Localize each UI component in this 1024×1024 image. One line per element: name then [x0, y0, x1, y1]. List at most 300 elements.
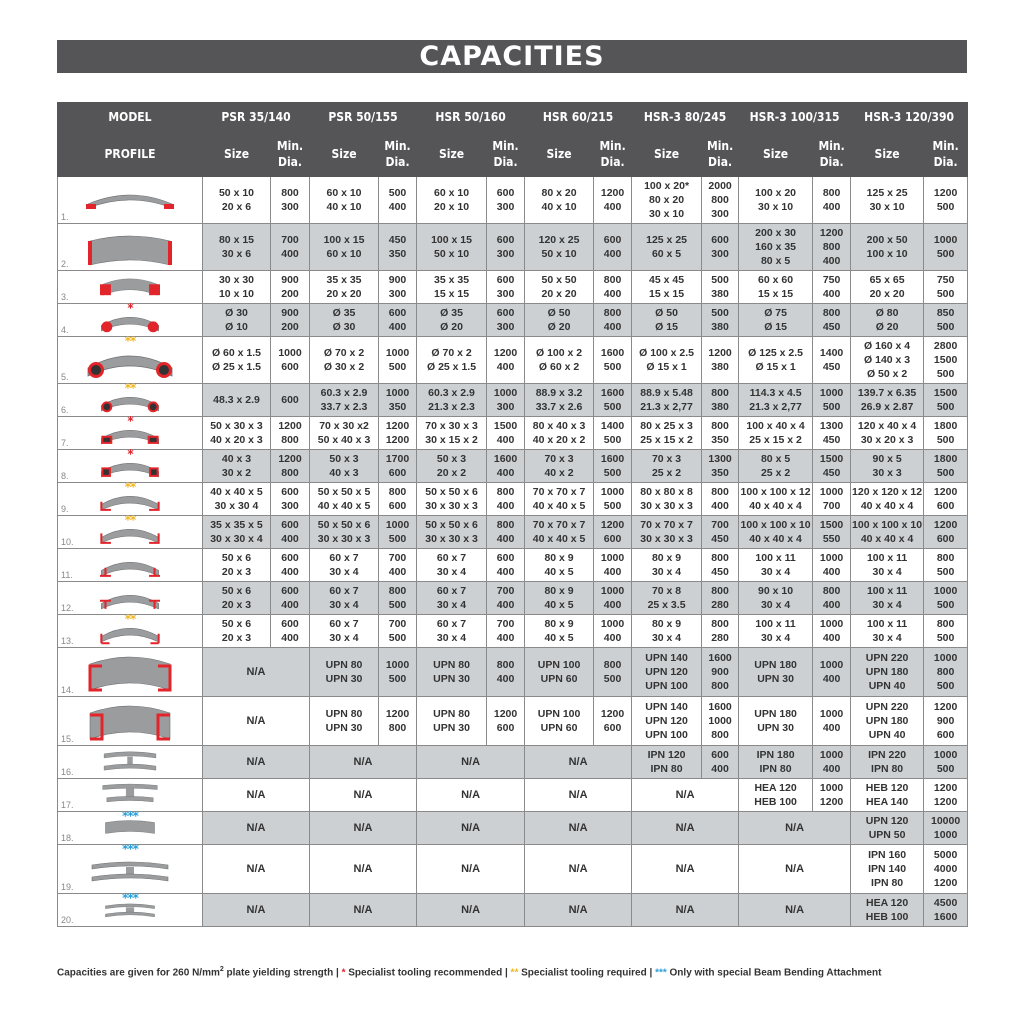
min-dia-cell: 1600 500	[594, 384, 632, 417]
min-dia-cell: 1500 550	[813, 516, 851, 549]
profile-cell	[58, 177, 203, 224]
min-dia-cell: 600 400	[702, 746, 739, 779]
footnote-note-2: Specialist tooling required |	[518, 967, 656, 979]
size-cell: Ø 70 x 2 Ø 25 x 1.5	[417, 337, 487, 384]
profile-cell	[58, 582, 203, 615]
size-cell: 60 x 7 30 x 4	[417, 615, 487, 648]
size-cell: 100 x 100 x 12 40 x 40 x 4	[739, 483, 813, 516]
not-available-cell: N/A	[417, 779, 525, 812]
min-dia-cell: 600 300	[271, 483, 310, 516]
size-cell: 139.7 x 6.35 26.9 x 2.87	[851, 384, 924, 417]
size-cell: 80 x 9 30 x 4	[632, 549, 702, 582]
size-cell: 60.3 x 2.9 33.7 x 2.3	[310, 384, 379, 417]
size-cell: 114.3 x 4.5 21.3 x 2,77	[739, 384, 813, 417]
min-dia-cell: 700 400	[379, 549, 417, 582]
size-cell: 70 x 70 x 7 30 x 30 x 3	[632, 516, 702, 549]
footnote-note-1: Specialist tooling recommended |	[345, 967, 511, 979]
size-cell: 48.3 x 2.9	[203, 384, 271, 417]
tooling-mark: **	[124, 480, 136, 494]
model-header-5: HSR-3 100/315	[739, 103, 851, 132]
profile-shape-icon	[58, 550, 202, 580]
min-dia-cell: 1000 400	[813, 615, 851, 648]
size-cell: 40 x 40 x 5 30 x 30 4	[203, 483, 271, 516]
capacities-table-wrapper	[57, 102, 967, 927]
size-cell: 50 x 3 20 x 2	[417, 450, 487, 483]
min-dia-cell: 600 300	[487, 224, 525, 271]
min-dia-cell: 1600 1000 800	[702, 697, 739, 746]
min-dia-cell: 1200 600	[924, 483, 968, 516]
table-row	[58, 582, 968, 615]
not-available-cell: N/A	[632, 845, 739, 894]
min-dia-cell: 1500 400	[487, 417, 525, 450]
not-available-cell: N/A	[632, 894, 739, 927]
tooling-mark: *	[127, 414, 133, 428]
size-header: Size	[851, 132, 924, 177]
table-row	[58, 304, 968, 337]
min-dia-cell: 1000 500	[379, 648, 417, 697]
min-dia-cell: 1000 800 500	[924, 648, 968, 697]
min-dia-cell: 700 400	[487, 582, 525, 615]
table-row	[58, 483, 968, 516]
table-row	[58, 812, 968, 845]
size-cell: 100 x 15 60 x 10	[310, 224, 379, 271]
not-available-cell: N/A	[310, 812, 417, 845]
row-number: 2.	[61, 259, 69, 269]
tooling-mark: ***	[122, 891, 138, 905]
min-dia-cell: 600 400	[271, 549, 310, 582]
size-cell: UPN 120 UPN 50	[851, 812, 924, 845]
size-cell: IPN 120 IPN 80	[632, 746, 702, 779]
profile-cell	[58, 809, 203, 845]
min-dia-cell: 1000 400	[813, 648, 851, 697]
min-dia-cell: 10000 1000	[924, 812, 968, 845]
min-dia-header: Min. Dia.	[702, 132, 739, 177]
min-dia-cell: 1600 400	[487, 450, 525, 483]
size-cell: 60 x 7 30 x 4	[310, 615, 379, 648]
min-dia-cell: 1400 500	[594, 417, 632, 450]
table-row	[58, 779, 968, 812]
min-dia-cell: 1200 400	[487, 337, 525, 384]
tooling-mark: **	[124, 513, 136, 527]
size-cell: 50 x 50 x 5 40 x 40 x 5	[310, 483, 379, 516]
size-cell: 120 x 40 x 4 30 x 20 x 3	[851, 417, 924, 450]
footnote-text-1: Capacities are given for 260 N/mm	[57, 967, 220, 979]
not-available-cell: N/A	[203, 779, 310, 812]
profile-shape-icon	[58, 178, 202, 222]
size-cell: 35 x 35 20 x 20	[310, 271, 379, 304]
size-cell: 100 x 11 30 x 4	[739, 615, 813, 648]
min-dia-cell: 800 380	[702, 384, 739, 417]
size-cell: 100 x 40 x 4 25 x 15 x 2	[739, 417, 813, 450]
size-cell: 50 x 30 x 3 40 x 20 x 3	[203, 417, 271, 450]
capacities-table	[57, 102, 968, 927]
row-number: 1.	[61, 212, 69, 222]
size-cell: 80 x 40 x 3 40 x 20 x 2	[525, 417, 594, 450]
min-dia-cell: 1200 600	[924, 516, 968, 549]
min-dia-cell: 700 400	[271, 224, 310, 271]
min-dia-cell: 1000 400	[813, 746, 851, 779]
size-cell: 90 x 5 30 x 3	[851, 450, 924, 483]
size-cell: 80 x 80 x 8 30 x 30 x 3	[632, 483, 702, 516]
table-row	[58, 746, 968, 779]
profile-cell	[58, 746, 203, 779]
size-cell: UPN 220 UPN 180 UPN 40	[851, 697, 924, 746]
min-dia-cell: 800 300	[271, 177, 310, 224]
profile-shape-icon	[58, 698, 202, 744]
min-dia-cell: 1200 800	[271, 450, 310, 483]
min-dia-cell: 750 500	[924, 271, 968, 304]
model-header-label: MODEL	[58, 103, 203, 132]
min-dia-cell: 1800 500	[924, 417, 968, 450]
model-header-4: HSR-3 80/245	[632, 103, 739, 132]
min-dia-cell: 800 450	[702, 549, 739, 582]
page-title: CAPACITIES	[57, 40, 967, 73]
size-cell: UPN 140 UPN 120 UPN 100	[632, 648, 702, 697]
not-available-cell: N/A	[310, 845, 417, 894]
min-dia-cell: 450 350	[379, 224, 417, 271]
min-dia-cell: 1300 350	[702, 450, 739, 483]
tooling-mark: *	[127, 447, 133, 461]
size-cell: UPN 80 UPN 30	[310, 697, 379, 746]
min-dia-cell: 1000 700	[813, 483, 851, 516]
min-dia-cell: 800 280	[702, 615, 739, 648]
not-available-cell: N/A	[310, 894, 417, 927]
size-cell: 125 x 25 30 x 10	[851, 177, 924, 224]
size-cell: 88.9 x 5.48 21.3 x 2,77	[632, 384, 702, 417]
min-dia-cell: 600 300	[487, 304, 525, 337]
row-number: 13.	[61, 636, 74, 646]
table-row	[58, 224, 968, 271]
min-dia-cell: 800 350	[702, 417, 739, 450]
row-number: 20.	[61, 915, 74, 925]
capacities-table-body	[58, 177, 968, 927]
row-number: 9.	[61, 504, 69, 514]
size-cell: 60.3 x 2.9 21.3 x 2.3	[417, 384, 487, 417]
size-cell: Ø 100 x 2 Ø 60 x 2	[525, 337, 594, 384]
header-row-profile	[58, 132, 968, 177]
size-cell: 50 x 3 40 x 3	[310, 450, 379, 483]
min-dia-cell: 800 600	[379, 483, 417, 516]
size-cell: IPN 220 IPN 80	[851, 746, 924, 779]
min-dia-cell: 1200 600	[594, 516, 632, 549]
min-dia-cell: 600 400	[487, 549, 525, 582]
size-cell: Ø 35 Ø 20	[417, 304, 487, 337]
not-available-cell: N/A	[203, 812, 310, 845]
min-dia-cell: 2000 800 300	[702, 177, 739, 224]
profile-shape-icon	[58, 649, 202, 695]
profile-cell	[58, 271, 203, 304]
size-cell: 50 x 10 20 x 6	[203, 177, 271, 224]
min-dia-cell: 1600 500	[594, 450, 632, 483]
tooling-mark: *	[127, 301, 133, 315]
size-cell: Ø 50 Ø 15	[632, 304, 702, 337]
min-dia-cell: 1000 400	[594, 549, 632, 582]
size-cell: 70 x 30 x2 50 x 40 x 3	[310, 417, 379, 450]
min-dia-cell: 4500 1600	[924, 894, 968, 927]
min-dia-header: Min. Dia.	[271, 132, 310, 177]
size-header: Size	[417, 132, 487, 177]
profile-cell	[58, 513, 203, 549]
min-dia-cell: 900 300	[379, 271, 417, 304]
not-available-cell: N/A	[417, 812, 525, 845]
size-cell: 60 x 60 15 x 15	[739, 271, 813, 304]
min-dia-cell: 1000 500	[924, 582, 968, 615]
min-dia-cell: 800 400	[702, 483, 739, 516]
table-row	[58, 177, 968, 224]
row-number: 18.	[61, 833, 74, 843]
min-dia-cell: 1300 450	[813, 417, 851, 450]
min-dia-cell: 1200 400	[594, 177, 632, 224]
min-dia-cell: 700 400	[487, 615, 525, 648]
min-dia-cell: 1000 350	[379, 384, 417, 417]
size-cell: 100 x 11 30 x 4	[851, 582, 924, 615]
tooling-mark: **	[124, 381, 136, 395]
size-cell: 90 x 10 30 x 4	[739, 582, 813, 615]
not-available-cell: N/A	[417, 746, 525, 779]
size-cell: 60 x 7 30 x 4	[417, 549, 487, 582]
profile-cell	[58, 612, 203, 648]
min-dia-cell: 1000 400	[813, 697, 851, 746]
min-dia-cell: 800 400	[487, 648, 525, 697]
size-cell: 100 x 11 30 x 4	[851, 615, 924, 648]
min-dia-cell: 1500 450	[813, 450, 851, 483]
profile-cell	[58, 842, 203, 894]
min-dia-cell: 800 280	[702, 582, 739, 615]
not-available-cell: N/A	[525, 845, 632, 894]
size-cell: 100 x 11 30 x 4	[851, 549, 924, 582]
table-row	[58, 845, 968, 894]
row-number: 4.	[61, 325, 69, 335]
not-available-cell: N/A	[739, 812, 851, 845]
min-dia-cell: 600 300	[487, 177, 525, 224]
footnote-text-2: plate yielding strength |	[223, 967, 342, 979]
table-row	[58, 450, 968, 483]
not-available-cell: N/A	[310, 746, 417, 779]
min-dia-cell: 800 500	[379, 582, 417, 615]
size-header: Size	[310, 132, 379, 177]
min-dia-cell: 1200 500	[924, 177, 968, 224]
min-dia-cell: 800 400	[594, 304, 632, 337]
min-dia-cell: 1600 900 800	[702, 648, 739, 697]
tooling-mark: **	[124, 334, 136, 348]
size-cell: HEA 120 HEB 100	[851, 894, 924, 927]
min-dia-header: Min. Dia.	[379, 132, 417, 177]
tooling-mark: ***	[122, 809, 138, 823]
size-cell: Ø 75 Ø 15	[739, 304, 813, 337]
not-available-cell: N/A	[417, 845, 525, 894]
table-row	[58, 615, 968, 648]
min-dia-cell: 800 400	[813, 177, 851, 224]
min-dia-cell: 1200 800	[379, 697, 417, 746]
table-row	[58, 516, 968, 549]
size-cell: 80 x 25 x 3 25 x 15 x 2	[632, 417, 702, 450]
model-header-3: HSR 60/215	[525, 103, 632, 132]
min-dia-cell: 600 400	[271, 516, 310, 549]
row-number: 17.	[61, 800, 74, 810]
model-header-6: HSR-3 120/390	[851, 103, 968, 132]
row-number: 15.	[61, 734, 74, 744]
size-cell: Ø 35 Ø 30	[310, 304, 379, 337]
size-cell: 50 x 6 20 x 3	[203, 582, 271, 615]
row-number: 7.	[61, 438, 69, 448]
size-cell: 200 x 50 100 x 10	[851, 224, 924, 271]
tooling-mark: ***	[122, 842, 138, 856]
min-dia-cell: 1200 600	[487, 697, 525, 746]
table-row	[58, 384, 968, 417]
size-cell: 35 x 35 15 x 15	[417, 271, 487, 304]
min-dia-cell: 1000 500	[924, 224, 968, 271]
profile-cell	[58, 301, 203, 337]
size-cell: 120 x 120 x 12 40 x 40 x 4	[851, 483, 924, 516]
not-available-cell: N/A	[203, 746, 310, 779]
table-row	[58, 337, 968, 384]
size-cell: Ø 125 x 2.5 Ø 15 x 1	[739, 337, 813, 384]
footnote-mark-red: *	[341, 967, 346, 979]
min-dia-cell: 1500 500	[924, 384, 968, 417]
min-dia-header: Min. Dia.	[813, 132, 851, 177]
not-available-cell: N/A	[417, 894, 525, 927]
min-dia-cell: 600 400	[379, 304, 417, 337]
min-dia-cell: 5000 4000 1200	[924, 845, 968, 894]
size-cell: 80 x 9 40 x 5	[525, 549, 594, 582]
size-cell: 70 x 30 x 3 30 x 15 x 2	[417, 417, 487, 450]
min-dia-cell: 600 400	[594, 224, 632, 271]
min-dia-cell: 1600 500	[594, 337, 632, 384]
size-cell: UPN 80 UPN 30	[417, 697, 487, 746]
size-cell: 60 x 10 20 x 10	[417, 177, 487, 224]
size-cell: 60 x 7 30 x 4	[417, 582, 487, 615]
min-dia-cell: 600 300	[487, 271, 525, 304]
min-dia-cell: 900 200	[271, 271, 310, 304]
min-dia-cell: 1200 800 400	[813, 224, 851, 271]
min-dia-cell: 1000 500	[379, 516, 417, 549]
min-dia-cell: 1000 500	[924, 746, 968, 779]
profile-cell	[58, 334, 203, 384]
size-header: Size	[632, 132, 702, 177]
size-header: Size	[203, 132, 271, 177]
size-cell: 100 x 20* 80 x 20 30 x 10	[632, 177, 702, 224]
footnote	[57, 966, 977, 978]
size-cell: UPN 100 UPN 60	[525, 648, 594, 697]
size-cell: 80 x 15 30 x 6	[203, 224, 271, 271]
size-cell: Ø 80 Ø 20	[851, 304, 924, 337]
size-cell: Ø 50 Ø 20	[525, 304, 594, 337]
not-available-cell: N/A	[525, 746, 632, 779]
profile-cell	[58, 381, 203, 417]
min-dia-cell: 1200 380	[702, 337, 739, 384]
min-dia-cell: 1700 600	[379, 450, 417, 483]
size-cell: 120 x 25 50 x 10	[525, 224, 594, 271]
size-cell: Ø 70 x 2 Ø 30 x 2	[310, 337, 379, 384]
size-cell: 50 x 50 20 x 20	[525, 271, 594, 304]
min-dia-cell: 700 450	[702, 516, 739, 549]
row-number: 6.	[61, 405, 69, 415]
size-cell: 50 x 50 x 6 30 x 30 x 3	[310, 516, 379, 549]
size-cell: 200 x 30 160 x 35 80 x 5	[739, 224, 813, 271]
profile-cell	[58, 697, 203, 746]
min-dia-cell: 800 500	[924, 549, 968, 582]
profile-cell	[58, 779, 203, 812]
footnote-mark-blue: ***	[655, 967, 667, 979]
not-available-cell: N/A	[203, 845, 310, 894]
size-cell: UPN 180 UPN 30	[739, 697, 813, 746]
min-dia-cell: 1000 500	[379, 337, 417, 384]
not-available-cell: N/A	[632, 779, 739, 812]
min-dia-cell: 2800 1500 500	[924, 337, 968, 384]
table-row	[58, 271, 968, 304]
table-row	[58, 697, 968, 746]
min-dia-cell: 700 500	[379, 615, 417, 648]
min-dia-cell: 800 450	[813, 304, 851, 337]
size-cell: 80 x 9 40 x 5	[525, 615, 594, 648]
table-row	[58, 894, 968, 927]
min-dia-cell: 800 500	[594, 648, 632, 697]
size-cell: UPN 220 UPN 180 UPN 40	[851, 648, 924, 697]
min-dia-cell: 1000 400	[594, 582, 632, 615]
size-cell: 125 x 25 60 x 5	[632, 224, 702, 271]
size-cell: 80 x 9 30 x 4	[632, 615, 702, 648]
min-dia-cell: 600	[271, 384, 310, 417]
profile-cell	[58, 480, 203, 516]
size-cell: UPN 140 UPN 120 UPN 100	[632, 697, 702, 746]
min-dia-cell: 600 300	[702, 224, 739, 271]
size-cell: 30 x 30 10 x 10	[203, 271, 271, 304]
min-dia-cell: 900 200	[271, 304, 310, 337]
size-cell: Ø 100 x 2.5 Ø 15 x 1	[632, 337, 702, 384]
row-number: 3.	[61, 292, 69, 302]
min-dia-cell: 1200 600	[594, 697, 632, 746]
not-available-cell: N/A	[203, 894, 310, 927]
min-dia-cell: 1400 450	[813, 337, 851, 384]
min-dia-cell: 1000 600	[271, 337, 310, 384]
size-cell: 35 x 35 x 5 30 x 30 x 4	[203, 516, 271, 549]
row-number: 19.	[61, 882, 74, 892]
footnote-superscript: 2	[219, 966, 224, 973]
not-available-cell: N/A	[632, 812, 739, 845]
profile-cell	[58, 549, 203, 582]
size-cell: 50 x 50 x 6 30 x 30 x 3	[417, 483, 487, 516]
min-dia-header: Min. Dia.	[594, 132, 632, 177]
min-dia-cell: 1000 400	[813, 549, 851, 582]
min-dia-cell: 750 400	[813, 271, 851, 304]
min-dia-cell: 800 400	[813, 582, 851, 615]
not-available-cell: N/A	[525, 779, 632, 812]
profile-cell	[58, 648, 203, 697]
size-cell: 65 x 65 20 x 20	[851, 271, 924, 304]
min-dia-header: Min. Dia.	[487, 132, 525, 177]
size-cell: 100 x 15 50 x 10	[417, 224, 487, 271]
profile-cell	[58, 414, 203, 450]
size-cell: 70 x 8 25 x 3.5	[632, 582, 702, 615]
min-dia-cell: 800 400	[487, 516, 525, 549]
not-available-cell: N/A	[310, 779, 417, 812]
min-dia-cell: 1000 500	[813, 384, 851, 417]
min-dia-cell: 1200 900 600	[924, 697, 968, 746]
row-number: 10.	[61, 537, 74, 547]
min-dia-cell: 500 380	[702, 271, 739, 304]
min-dia-cell: 1200 800	[271, 417, 310, 450]
header-row-model	[58, 103, 968, 132]
not-available-cell: N/A	[739, 894, 851, 927]
not-available-cell: N/A	[525, 894, 632, 927]
size-cell: UPN 100 UPN 60	[525, 697, 594, 746]
min-dia-cell: 1200 1200	[379, 417, 417, 450]
footnote-note-3: Only with special Beam Bending Attachment	[666, 967, 882, 979]
size-cell: 50 x 6 20 x 3	[203, 615, 271, 648]
profile-shape-icon	[58, 225, 202, 269]
size-cell: 80 x 9 40 x 5	[525, 582, 594, 615]
min-dia-cell: 1000 1200	[813, 779, 851, 812]
